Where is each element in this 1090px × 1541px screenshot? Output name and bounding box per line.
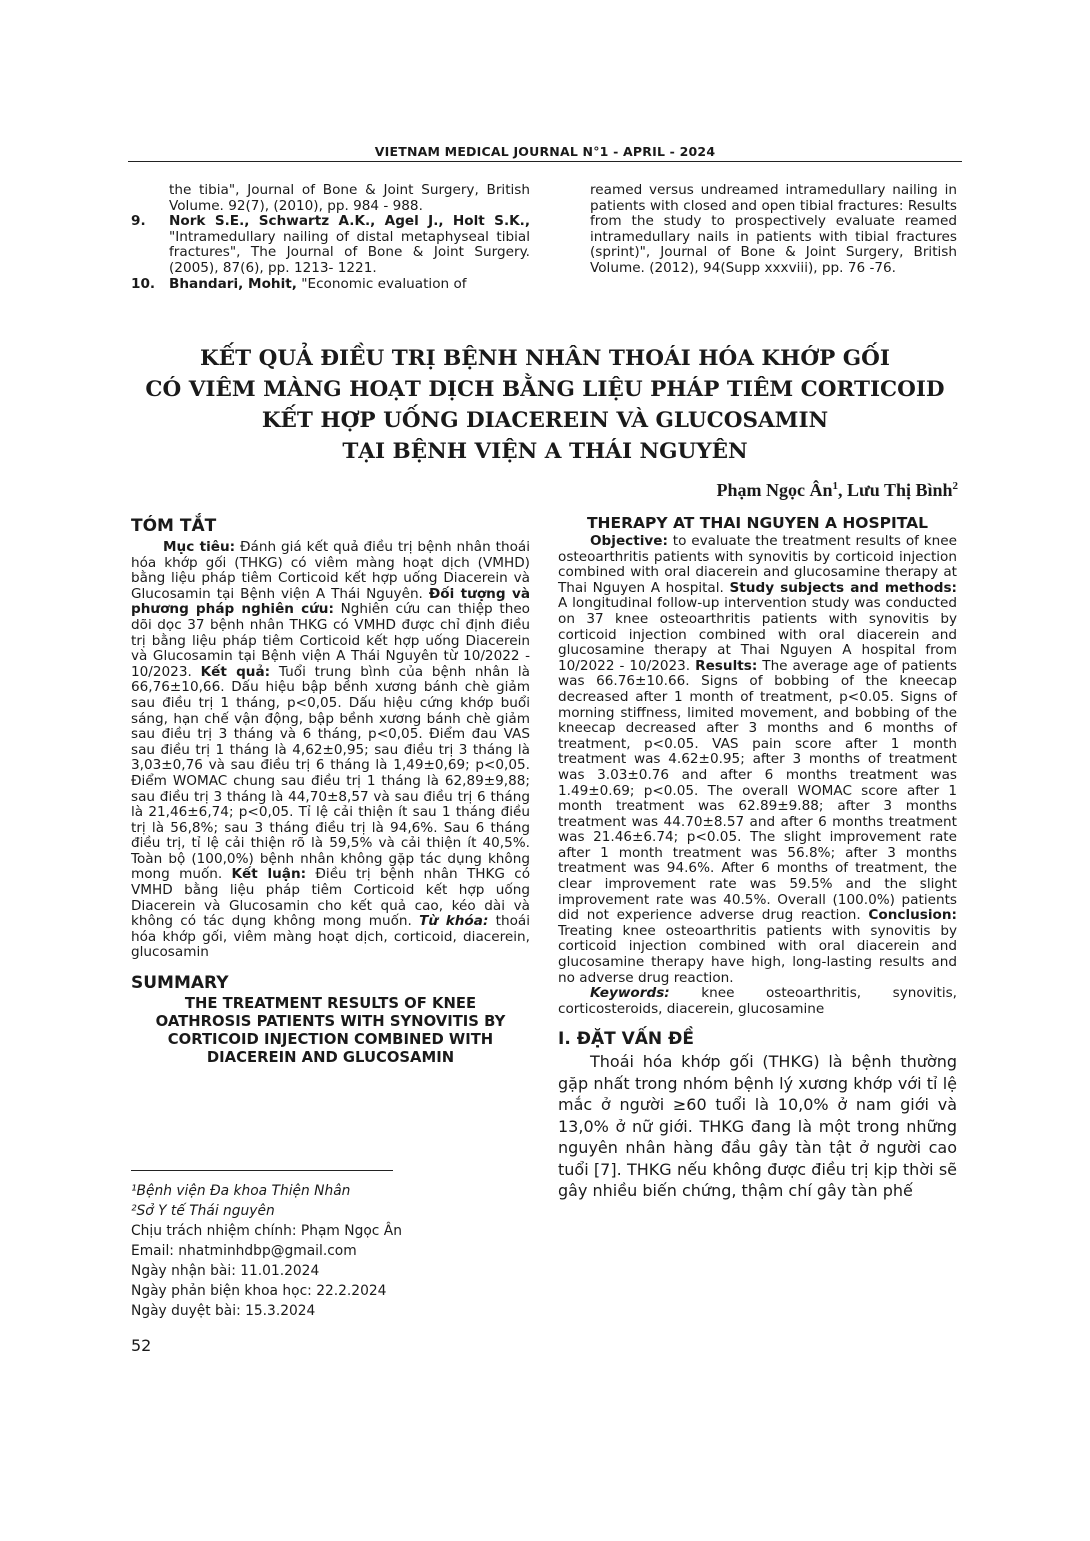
reference-9: 9. Nork S.E., Schwartz A.K., Agel J., Holt S.K., "Intramedullary nailing of distal metaphyseal tibial fractures", The Journal of Bone & Joint Surgery. (2005), 87(6), pp. 1213- 1221. <box>131 213 530 276</box>
page-number: 52 <box>131 1336 152 1355</box>
keywords: Keywords: knee osteoarthritis, synovitis, corticosteroids, diacerein, glucosamine <box>558 985 957 1017</box>
abstract-heading: TÓM TẮT <box>131 516 217 536</box>
accepted-date: Ngày duyệt bài: 15.3.2024 <box>131 1303 316 1319</box>
vietnamese-abstract <box>131 516 530 1067</box>
header-rule <box>128 161 962 162</box>
english-title-part2: THERAPY AT THAI NGUYEN A HOSPITAL <box>586 514 929 532</box>
review-date: Ngày phản biện khoa học: 22.2.2024 <box>131 1283 387 1299</box>
footnotes <box>131 1181 531 1321</box>
intro-heading: I. ĐẶT VẤN ĐỀ <box>558 1029 694 1050</box>
summary-heading: SUMMARY <box>131 973 229 994</box>
email: Email: nhatminhdbp@gmail.com <box>131 1243 357 1259</box>
reference-10-continued: reamed versus undreamed intramedullary nailing in patients with closed and open tibial fractures: Results from the study to prospectively evaluate reamed intramedullary nails in patients with tibial fractures (sprint)", Journal of Bone & Joint Surgery, British Volume. (2012), 94(Supp xxxviii), pp. 76 -76. <box>590 182 957 276</box>
english-summary <box>558 514 957 1202</box>
reference-8-continued: the tibia", Journal of Bone & Joint Surgery, British Volume. 92(7), (2010), pp. 984 - 988. <box>169 182 530 214</box>
intro-text: Thoái hóa khớp gối (THKG) là bệnh thường gặp nhất trong nhóm bệnh lý xương khớp với tỉ lệ mắc ở người ≥60 tuổi là 10,0% ở nam giới và 13,0% ở nữ giới. THKG đang là một trong những nguyên nhân hàng đầu gây tàn tật ở người cao tuổi [7]. THKG nếu không được điều trị kịp thời sẽ gây nhiều biến chứng, thậm chí gây tàn phế <box>558 1052 957 1201</box>
references-left <box>131 183 530 292</box>
received-date: Ngày nhận bài: 11.01.2024 <box>131 1263 320 1279</box>
affiliation-2: ²Sở Y tế Thái nguyên <box>131 1203 275 1219</box>
affiliation-1: ¹Bệnh viện Đa khoa Thiện Nhân <box>131 1183 351 1199</box>
journal-header: VIETNAM MEDICAL JOURNAL N°1 - APRIL - 2024 <box>374 144 716 159</box>
abstract-body: Mục tiêu: Đánh giá kết quả điều trị bệnh nhân thoái hóa khớp gối (THKG) có viêm màng hoạt dịch (VMHD) bằng liệu pháp tiêm Corticoid kết hợp uống Diacerein và Glucosamin tại Bệnh viện A Thái Nguyên. Đối tượng và phương pháp nghiên cứu: Nghiên cứu can thiệp theo dõi dọc 37 bệnh nhân THKG có VMHD được chỉ định điều trị bằng liệu pháp tiêm Corticoid kết hợp uống Diacerein và Glucosamin tại Bệnh viện A Thái Nguyên từ 10/2022 - 10/2023. Kết quả: Tuổi trung bình của bệnh nhân là 66,76±10,66. Dấu hiệu bập bềnh xương bánh chè giảm sau điều trị 1 tháng, p<0,05. Dấu hiệu cứng khớp buổi sáng, hạn chế vận động, bập bềnh xương bánh chè giảm sau điều trị 3 tháng và 6 tháng, p<0,05. Điểm đau VAS sau điều trị 1 tháng là 4,62±0,95; sau điều trị 3 tháng là 3,03±0,76 và sau điều trị 6 tháng là 1,49±0,69; p<0,05. Điểm WOMAC chung sau điều trị 1 tháng là 62,89±9,88; sau điều trị 3 tháng là 44,70±8,57 và sau điều trị 6 tháng là 21,46±6,74; p<0,05. Tỉ lệ cải thiện ít sau 1 tháng điều trị là 56,8%; sau 3 tháng điều trị là 94,6%. Sau 6 tháng điều trị, tỉ lệ cải thiện rõ là 59,5% và cải thiện ít 40,5%. Toàn bộ (100,0%) bệnh nhân không gặp tác dụng không mong muốn. Kết luận: Điều trị bệnh nhân THKG có VMHD bằng liệu pháp tiêm Corticoid kết hợp uống Diacerein và Glucosamin cho kết quả cao, kéo dài và không có tác dụng không mong muốn. Từ khóa: thoái hóa khớp gối, viêm màng hoạt dịch, corticoid, diacerein, glucosamin <box>131 539 531 961</box>
references-right <box>558 183 957 277</box>
article-title: KẾT QUẢ ĐIỀU TRỊ BỆNH NHÂN THOÁI HÓA KHỚP GỐI CÓ VIÊM MÀNG HOẠT DỊCH BẰNG LIỆU PHÁP TIÊM CORTICOID KẾT HỢP UỐNG DIACEREIN VÀ GLUCOSAMIN TẠI BỆNH VIỆN A THÁI NGUYÊN <box>145 346 945 464</box>
english-title-part1: THE TREATMENT RESULTS OF KNEE OATHROSIS PATIENTS WITH SYNOVITIS BY CORTICOID INJECTION COMBINED WITH DIACEREIN AND GLUCOSAMIN <box>155 995 506 1067</box>
responsible-author: Chịu trách nhiệm chính: Phạm Ngọc Ân <box>131 1223 402 1239</box>
summary-body: Objective: to evaluate the treatment results of knee osteoarthritis patients with synovitis by corticoid injection combined with oral diacerein and glucosamine therapy at Thai Nguyen A hospital. Study subjects and methods: A longitudinal follow-up intervention study was conducted on 37 knee osteoarthritis patients with synovitis by corticoid injection combined with oral diacerein and glucosamine therapy at Thai Nguyen A hospital from 10/2022 - 10/2023. Results: The average age of patients was 66.76±10.66. Signs of bobbing of the kneecap decreased after 1 month of treatment, p<0.05. Signs of morning stiffness, limited movement, and bobbing of the kneecap decreased after 3 months and 6 months of treatment, p<0.05. VAS pain score after 1 month treatment was 4.62±0.95; after 3 months of treatment was 3.03±0.76 and after 6 months treatment was 1.49±0.69; p<0.05. The overall WOMAC score after 1 month treatment was 62.89±9.88; after 3 months treatment was 44.70±8.57 and after 6 months treatment was 21.46±6.74; p<0.05. The slight improvement rate after 1 month treatment was 56.8%; after 3 months treatment was 94.6%. After 6 months of treatment, the clear improvement rate was 59.5% and the slight improvement rate was 40.5%. Overall (100.0%) patients did not experience adverse drug reaction. Conclusion: Treating knee osteoarthritis patients with synovitis by corticoid injection combined with oral diacerein and glucosamine therapy have high, long-lasting results and no adverse drug reaction. <box>558 533 957 986</box>
reference-10: 10. Bhandari, Mohit, "Economic evaluation of <box>131 275 467 292</box>
footnote-rule <box>131 1170 393 1171</box>
authors: Phạm Ngọc $Ân^1$, Lưu Thị Bình$^2$ <box>716 480 958 500</box>
